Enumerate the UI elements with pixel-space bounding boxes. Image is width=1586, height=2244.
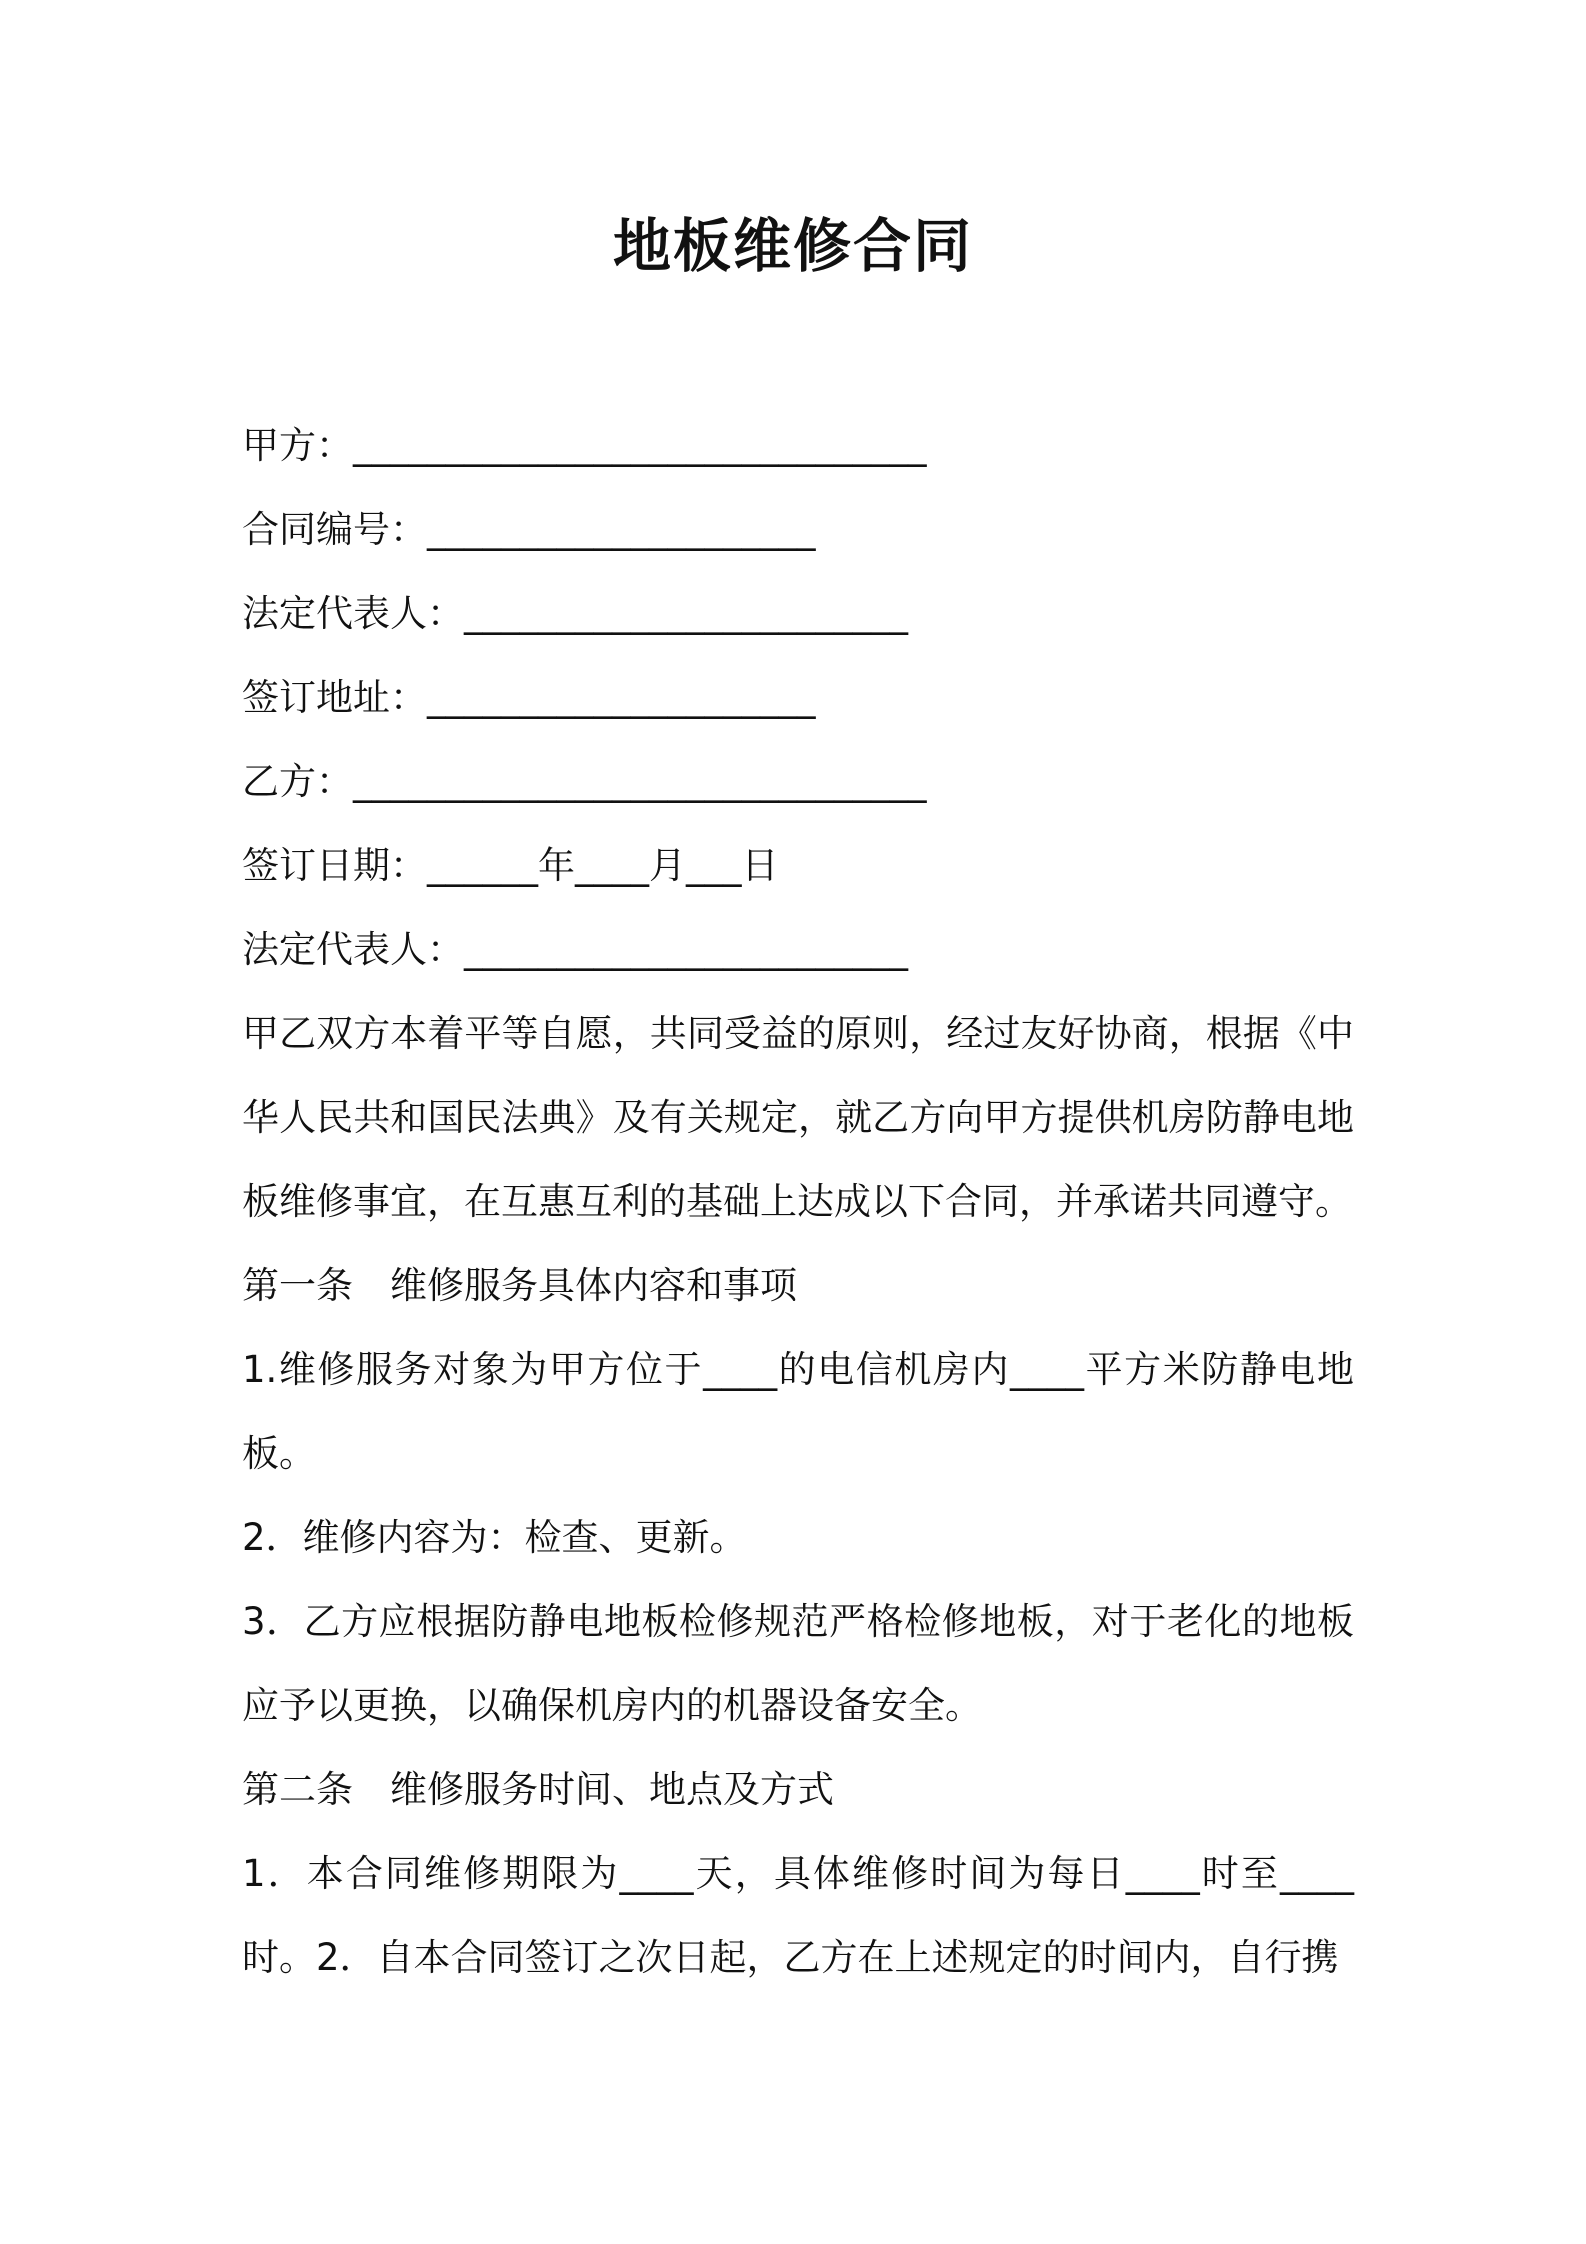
article-1-item-1: 1.维修服务对象为甲方位于____的电信机房内____平方米防静电地板。 — [242, 1348, 1354, 1475]
document-body — [242, 404, 1354, 2000]
article-1-item-3: 3．乙方应根据防静电地板检修规范严格检修地板，对于老化的地板应予以更换，以确保机房内的机器设备安全。 — [242, 1600, 1354, 1727]
field-legal-representative-b: 法定代表人：________________________ — [242, 928, 908, 971]
field-contract-number: 合同编号：_____________________ — [242, 508, 816, 551]
article-2-heading: 第二条 维修服务时间、地点及方式 — [242, 1768, 834, 1811]
field-legal-representative-a: 法定代表人：________________________ — [242, 592, 908, 635]
field-signing-address: 签订地址：_____________________ — [242, 676, 816, 719]
preamble-paragraph: 甲乙双方本着平等自愿，共同受益的原则，经过友好协商，根据《中华人民共和国民法典》及有关规定，就乙方向甲方提供机房防静电地板维修事宜，在互惠互利的基础上达成以下合同，并承诺共同遵守。 — [242, 1012, 1354, 1223]
article-1-item-2: 2．维修内容为：检查、更新。 — [242, 1516, 747, 1559]
field-party-b: 乙方：_______________________________ — [242, 760, 927, 803]
field-signing-date: 签订日期：______年____月___日 — [242, 844, 779, 887]
article-1-heading: 第一条 维修服务具体内容和事项 — [242, 1264, 797, 1307]
field-party-a: 甲方：_______________________________ — [242, 424, 927, 467]
document-title: 地板维修合同 — [612, 212, 973, 280]
article-2-item-1: 1．本合同维修期限为____天，具体维修时间为每日____时至____时。2．自本合同签订之次日起，乙方在上述规定的时间内，自行携 — [242, 1852, 1354, 1979]
